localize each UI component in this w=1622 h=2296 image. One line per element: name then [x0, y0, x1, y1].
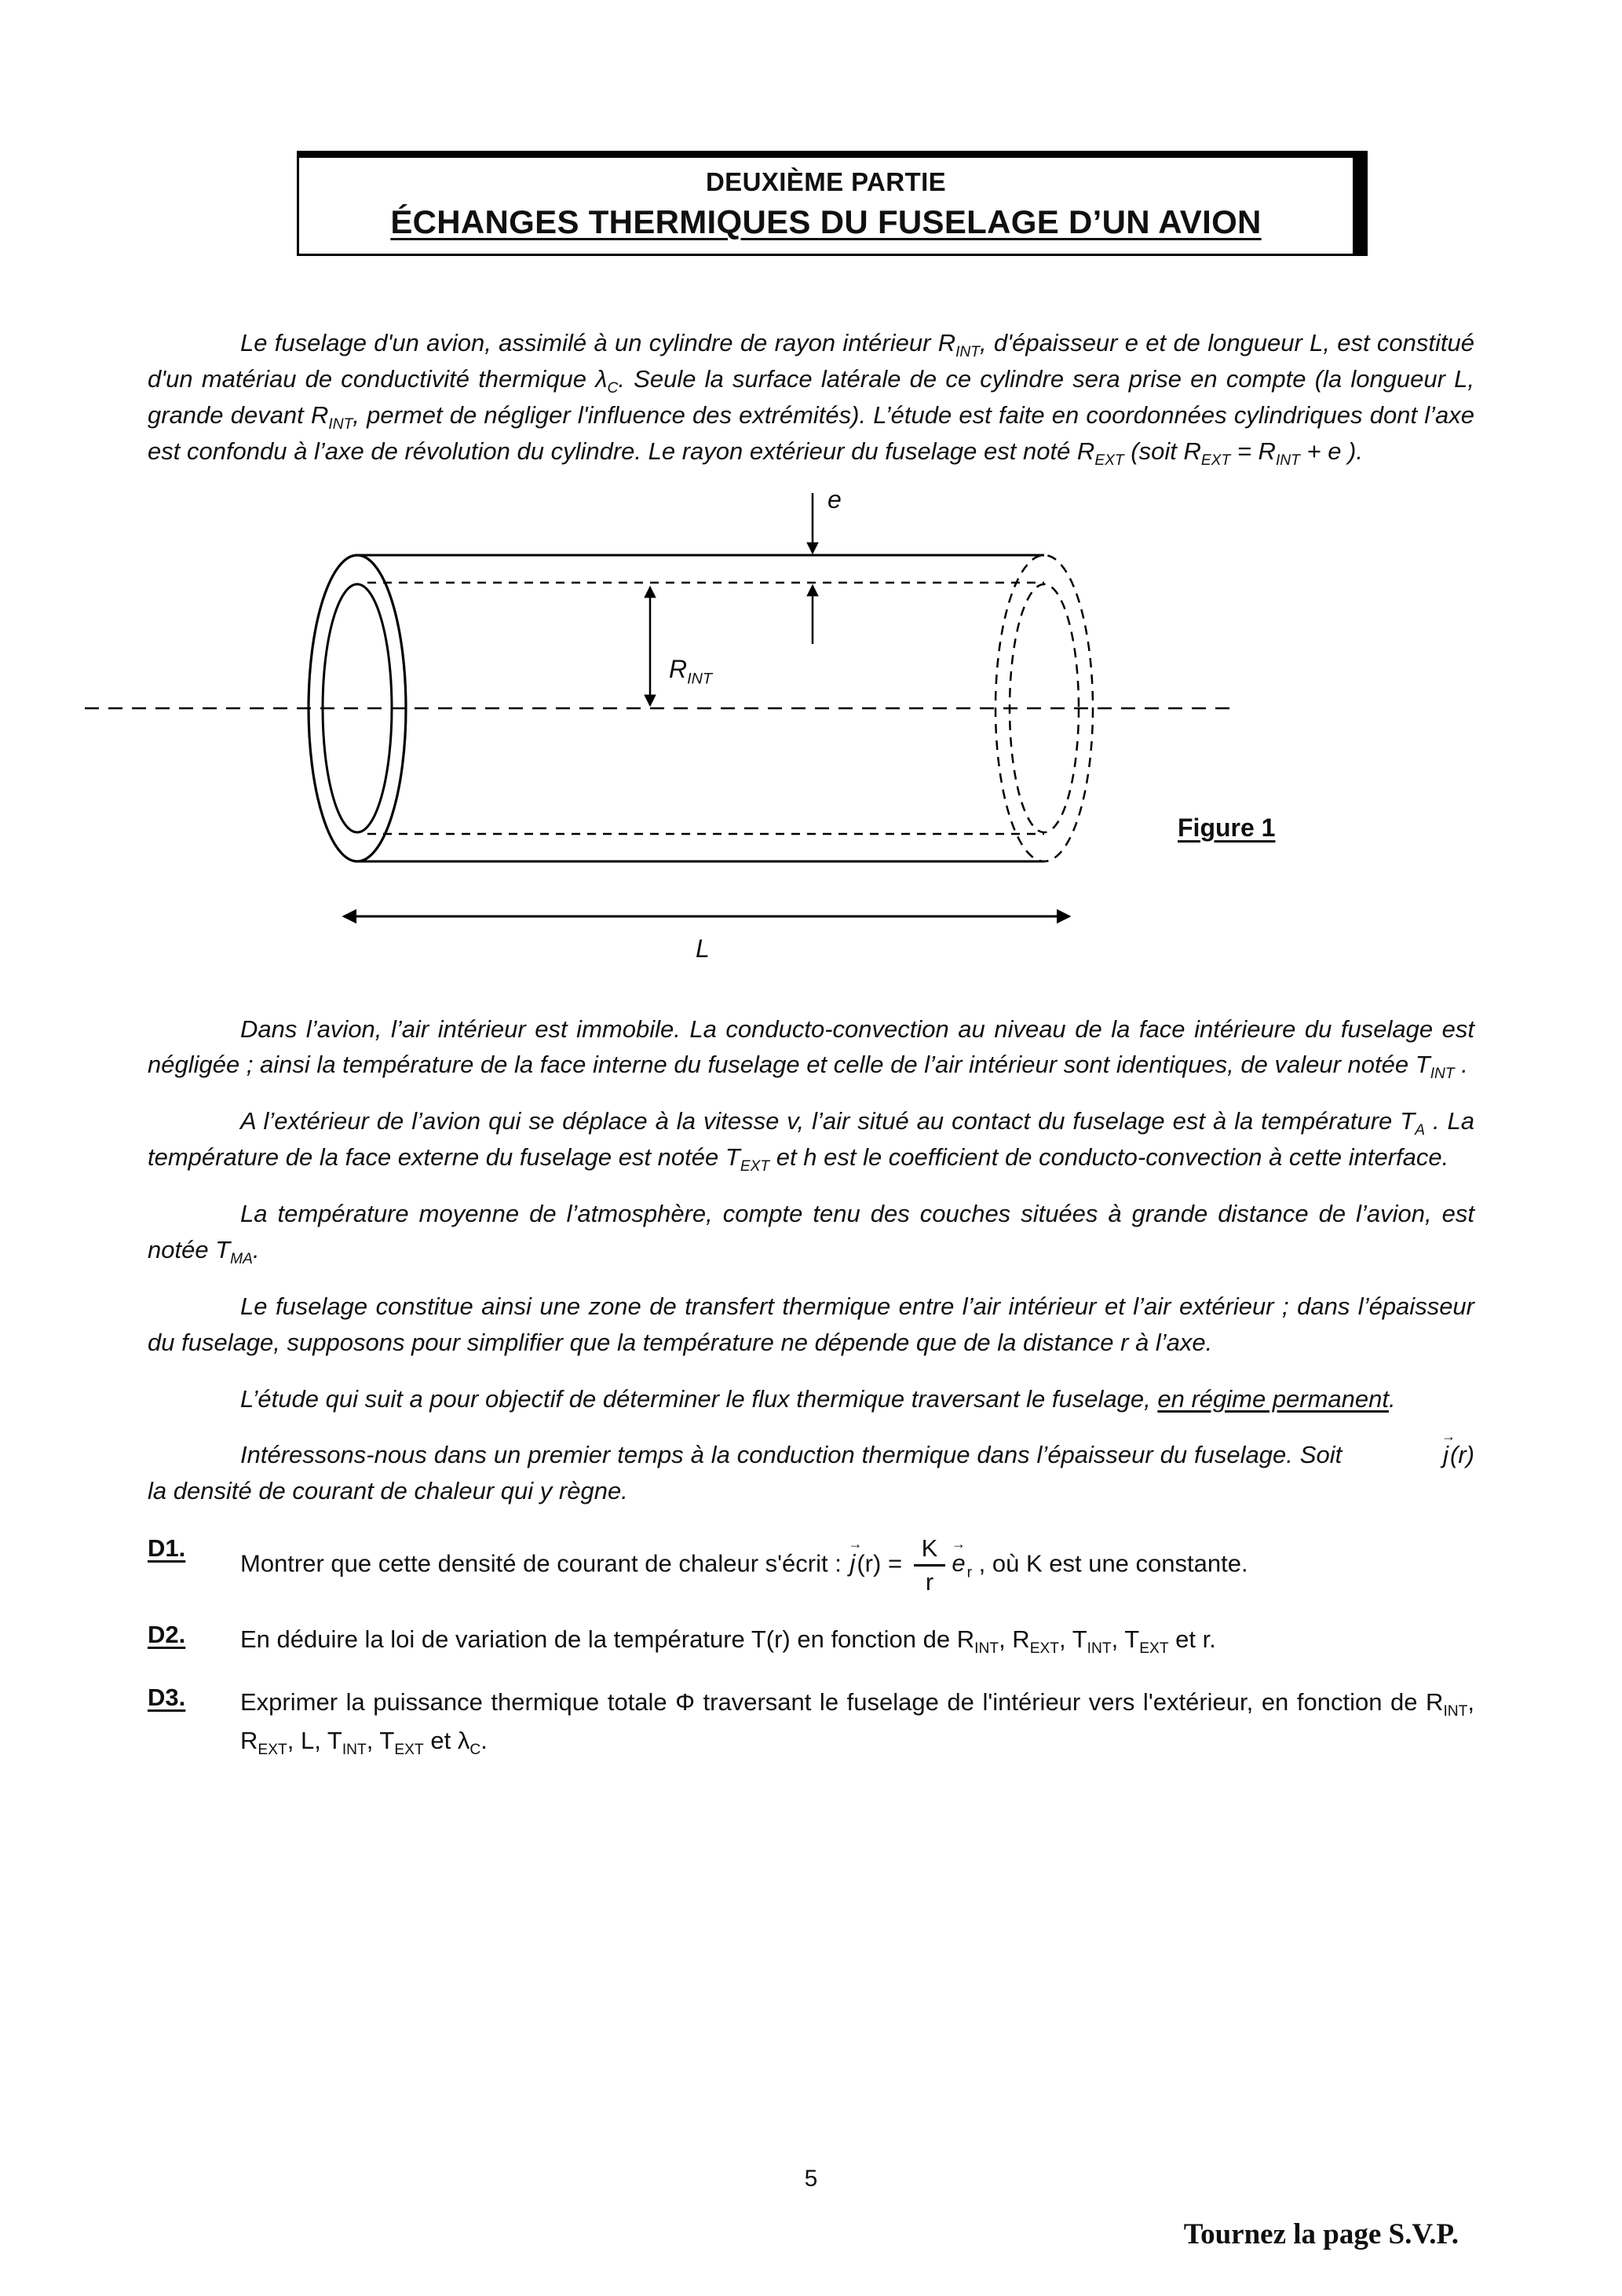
- question-d2-label: D2.: [148, 1621, 186, 1649]
- intro-paragraph: Le fuselage d'un avion, assimilé à un cylindre de rayon intérieur $R_{INT}$, d'épaisseur e et de longueur L, est constitué d'un matériau de conductivité thermique $\lambda_C$. Seule la surface latérale de ce cylindre sera prise en compte (la longueur L, grande devant $R_{INT}$, permet de négliger l'influence des extrémités). L’étude est faite en coordonnées cylindriques dont l’axe est confondu à l’axe de révolution du cylindre. Le rayon extérieur du fuselage est noté $R_{EXT}$ (soit $R_{EXT} = R_{INT} + e$ ).: [148, 329, 1475, 469]
- question-d1: [148, 1534, 1474, 1596]
- thickness-label: e: [827, 484, 842, 514]
- question-d3: [148, 1684, 1474, 1759]
- title-box: [297, 151, 1368, 256]
- question-d1-label: D1.: [148, 1534, 186, 1563]
- page-title: ÉCHANGES THERMIQUES DU FUSELAGE D’UN AVION: [390, 203, 1262, 240]
- length-label: L: [696, 934, 710, 963]
- paragraph-atmosphere: La température moyenne de l’atmosphère, compte tenu des couches situées à grande distance de l’avion, est notée $T_{MA}$.: [148, 1200, 1474, 1268]
- right-inner-ellipse: [1010, 584, 1079, 832]
- paragraph-conduction: Intéressons-nous dans un premier temps à la conduction thermique dans l’épaisseur du fuselage. Soit → j(r) la densité de courant de chaleur qui y règne.: [148, 1437, 1474, 1509]
- paragraph-interior-air: Dans l’avion, l’air intérieur est immobile. La conducto-convection au niveau de la face intérieure du fuselage est négligée ; ainsi la température de la face interne du fuselage et celle de l’air intérieur sont identiques, de valeur notée $T_{INT}$ .: [148, 1015, 1474, 1083]
- paragraph-objective: L’étude qui suit a pour objectif de déterminer le flux thermique traversant le fuselage, en régime permanent.: [240, 1384, 1396, 1413]
- question-d1-text: Montrer que cette densité de courant de chaleur s'écrit : → j(r) = $\frac{K}{r}$ → e $_r$ , où K est une constante.: [240, 1534, 1474, 1596]
- paragraph-exterior-air: A l’extérieur de l’avion qui se déplace à la vitesse v, l’air situé au contact du fuselage est à la température $T_A$ . La température de la face externe du fuselage est notée $T_{EXT}$ et h est le coefficient de conducto-convection à cette interface.: [148, 1107, 1474, 1175]
- question-d3-label: D3.: [148, 1684, 186, 1712]
- page-number: 5: [804, 2166, 818, 2192]
- question-d2-text: En déduire la loi de variation de la température T(r) en fonction de $R_{INT}$, $R_{EXT}$, $T_{INT}$, $T_{EXT}$ et r.: [240, 1625, 1216, 1658]
- fuselage-cylinder-drawing: [0, 481, 1622, 967]
- figure-caption: Figure 1: [1178, 813, 1276, 842]
- question-d3-text: Exprimer la puissance thermique totale Φ traversant le fuselage de l'intérieur vers l'extérieur, en fonction de $R_{INT}$, $R_{EXT}$, L, $T_{INT}$, $T_{EXT}$ et $\lambda_C$.: [240, 1688, 1474, 1758]
- paragraph-transfer-zone: Le fuselage constitue ainsi une zone de transfert thermique entre l’air intérieur et l’air extérieur ; dans l’épaisseur du fuselage, supposons pour simplifier que la température ne dépende que de la distance r à l’axe.: [148, 1292, 1474, 1356]
- figure-1: [0, 481, 1622, 991]
- turn-page-note: Tournez la page S.V.P.: [1183, 2218, 1459, 2250]
- part-title: DEUXIÈME PARTIE: [705, 167, 947, 196]
- question-d2: [148, 1621, 1474, 1658]
- inner-radius-label: $R_{INT}$: [669, 654, 713, 687]
